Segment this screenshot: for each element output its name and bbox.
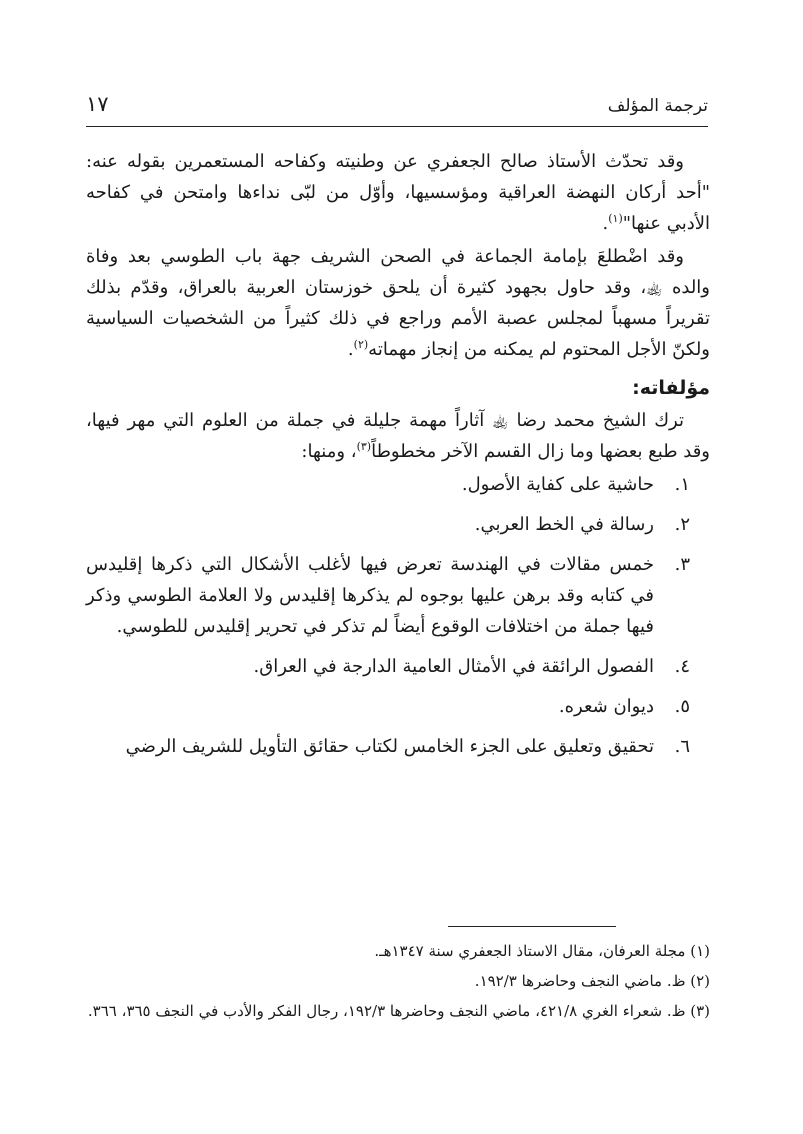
- list-item-number: ٢.: [674, 514, 690, 535]
- footnote-ref-2: (٢): [353, 338, 369, 351]
- page-number: ١٧: [86, 92, 109, 116]
- list-item-number: ١.: [674, 474, 690, 495]
- paragraph-1-text: وقد تحدّث الأستاذ صالح الجعفري عن وطنيته وكفاحه المستعمرين بقوله عنه: "أحد أركان النهضة العراقية ومؤسسيها، وأوّل من لبّى نداءها وامتحن في كفاحه الأدبي عنها": [86, 151, 710, 234]
- page-header: [86, 90, 708, 127]
- list-item-text: رسالة في الخط العربي.: [474, 514, 654, 535]
- list-item-number: ٤.: [674, 656, 690, 677]
- list-item: [86, 651, 690, 682]
- section-heading: مؤلفاته:: [632, 377, 710, 399]
- list-item-number: ٥.: [674, 696, 690, 717]
- paragraph-3: [86, 405, 710, 467]
- list-item-text: تحقيق وتعليق على الجزء الخامس لكتاب حقائق التأويل للشريف الرضي: [125, 736, 654, 757]
- footnote-divider: [448, 926, 616, 927]
- list-item-number: ٦.: [674, 736, 690, 757]
- list-item-number: ٣.: [674, 554, 690, 575]
- list-item: [86, 549, 690, 642]
- footnote-ref-1: (١): [608, 212, 623, 225]
- footnotes: [86, 938, 710, 1028]
- works-list: [86, 469, 710, 762]
- list-item-text: خمس مقالات في الهندسة تعرض فيها لأغلب الأشكال التي ذكرها إقليدس في كتابه وقد برهن عليها بوجوه لم يذكرها إقليدس ولا العلامة الطوسي وذكر فيها جملة من اختلافات الوقوع أيضاً لم تذكر في تحرير إقليدس للطوسي.: [86, 554, 654, 637]
- list-item-text: حاشية على كفاية الأصول.: [461, 474, 654, 495]
- paragraph-2: [86, 241, 710, 365]
- list-item: [86, 731, 690, 762]
- paragraph-3-text: ترك الشيخ محمد رضا ﵀ آثاراً مهمة جليلة في جملة من العلوم التي مهر فيها، وقد طبع بعضها وما زال القسم الآخر مخطوطاً: [86, 410, 710, 462]
- list-item: [86, 509, 690, 540]
- list-item: [86, 469, 690, 500]
- paragraph-3-end: ، ومنها:: [301, 441, 357, 462]
- footnote-ref-3: (٣): [356, 440, 372, 453]
- footnote-2: (٢) ظ. ماضي النجف وحاضرها ١٩٢/٣.: [474, 972, 710, 990]
- list-item: [86, 691, 690, 722]
- footnote-1: (١) مجلة العرفان، مقال الاستاذ الجعفري سنة ١٣٤٧هـ.: [374, 942, 710, 960]
- list-item-text: ديوان شعره.: [558, 696, 654, 717]
- footnote-3: (٣) ظ. شعراء الغري ٤٢١/٨، ماضي النجف وحاضرها ١٩٢/٣، رجال الفكر والأدب في النجف ٣٦٥، ٣٦٦.: [87, 1002, 710, 1020]
- paragraph-1: [86, 146, 710, 239]
- paragraph-1-end: .: [602, 213, 609, 234]
- paragraph-2-end: .: [347, 339, 354, 360]
- paragraph-2-text: وقد اضْطلعَ بإمامة الجماعة في الصحن الشريف جهة باب الطوسي بعد وفاة والده ﵀، وقد حاول بجهود كثيرة أن يلحق خوزستان العربية بالعراق، وقدّم بذلك تقريراً مسهباً لمجلس عصبة الأمم وراجع في ذلك كثيراً من الشخصيات السياسية ولكنّ الأجل المحتوم لم يمكنه من إنجاز مهماته: [86, 246, 710, 360]
- main-text: [86, 140, 710, 771]
- list-item-text: الفصول الرائقة في الأمثال العامية الدارجة في العراق.: [253, 656, 654, 677]
- running-title: ترجمة المؤلف: [607, 96, 708, 116]
